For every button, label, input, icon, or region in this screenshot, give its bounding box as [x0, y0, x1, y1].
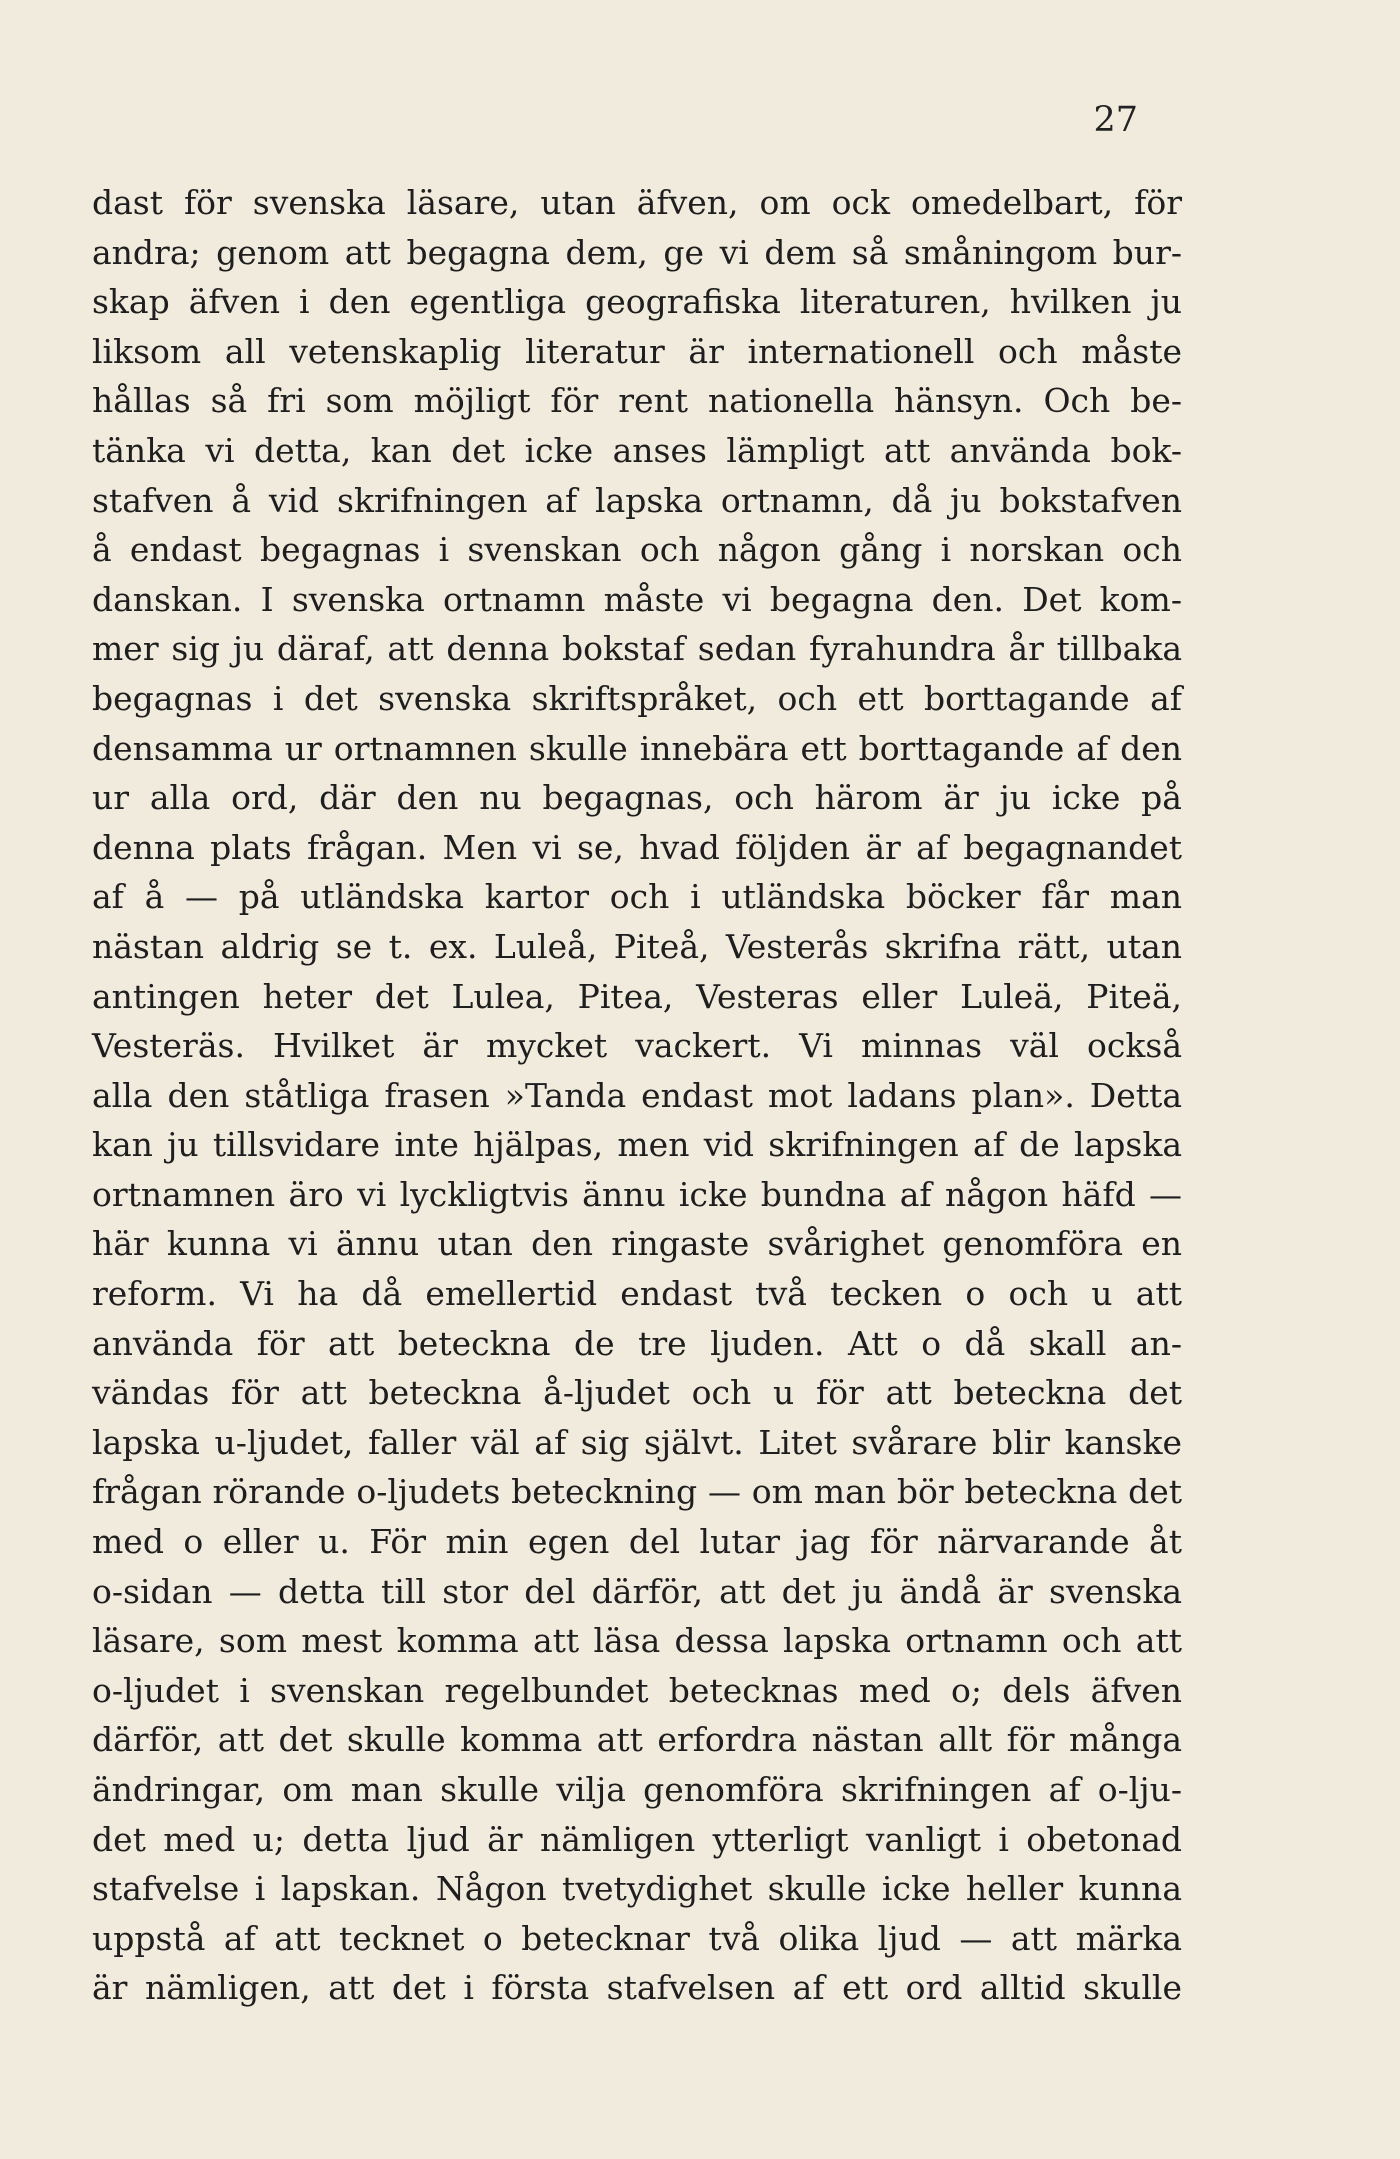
text-line: ur alla ord, där den nu begagnas, och härom är ju icke på — [92, 778, 1182, 818]
text-line: uppstå af att tecknet o betecknar två olika ljud — att märka — [92, 1918, 1182, 1958]
text-line: nästan aldrig se t. ex. Luleå, Piteå, Vesterås skrifna rätt, utan — [92, 926, 1182, 966]
text-line: tänka vi detta, kan det icke anses lämpligt att använda bok- — [92, 430, 1182, 470]
text-line: är nämligen, att det i första stafvelsen af ett ord alltid skulle — [92, 1968, 1182, 2008]
text-line: därför, att det skulle komma att erfordra nästan allt för många — [92, 1720, 1182, 1760]
text-line: å endast begagnas i svenskan och någon gång i norskan och — [92, 530, 1182, 570]
text-line: det med u; detta ljud är nämligen ytterligt vanligt i obetonad — [92, 1819, 1182, 1859]
text-line: hållas så fri som möjligt för rent nationella hänsyn. Och be- — [92, 381, 1182, 421]
text-line: antingen heter det Lulea, Pitea, Vesteras eller Luleä, Piteä, — [92, 976, 1182, 1016]
text-line: vändas för att beteckna å-ljudet och u för att beteckna det — [92, 1373, 1182, 1413]
text-line: läsare, som mest komma att läsa dessa lapska ortnamn och att — [92, 1621, 1182, 1661]
text-line: stafvelse i lapskan. Någon tvetydighet skulle icke heller kunna — [92, 1869, 1182, 1909]
text-line: dast för svenska läsare, utan äfven, om ock omedelbart, för — [92, 183, 1182, 222]
text-line: reform. Vi ha då emellertid endast två tecken o och u att — [92, 1274, 1182, 1314]
text-line: andra; genom att begagna dem, ge vi dem så småningom bur- — [92, 232, 1182, 272]
text-line: liksom all vetenskaplig literatur är internationell och måste — [92, 331, 1182, 371]
text-line: denna plats frågan. Men vi se, hvad följden är af begagnandet — [92, 827, 1182, 867]
text-line: med o eller u. För min egen del lutar jag för närvarande åt — [92, 1522, 1182, 1562]
text-line: mer sig ju däraf, att denna bokstaf sedan fyrahundra år tillbaka — [92, 629, 1182, 669]
text-line: Vesteräs. Hvilket är mycket vackert. Vi minnas väl också — [92, 1026, 1182, 1066]
body-text — [92, 178, 1182, 2013]
text-line: frågan rörande o-ljudets beteckning — om man bör beteckna det — [92, 1472, 1182, 1512]
text-line: o-sidan — detta till stor del därför, att det ju ändå är svenska — [92, 1571, 1182, 1611]
text-line: af å — på utländska kartor och i utländska böcker får man — [92, 877, 1182, 917]
text-line: danskan. I svenska ortnamn måste vi begagna den. Det kom- — [92, 579, 1182, 619]
text-line: ändringar, om man skulle vilja genomföra skrifningen af o-lju- — [92, 1770, 1182, 1809]
text-line: ortnamnen äro vi lyckligtvis ännu icke bundna af någon häfd — — [92, 1174, 1182, 1214]
text-line: kan ju tillsvidare inte hjälpas, men vid skrifningen af de lapska — [92, 1125, 1182, 1165]
text-line: skap äfven i den egentliga geografiska literaturen, hvilken ju — [92, 282, 1182, 322]
text-line: här kunna vi ännu utan den ringaste svårighet genomföra en — [92, 1224, 1182, 1264]
text-line: begagnas i det svenska skriftspråket, och ett borttagande af — [92, 678, 1182, 718]
text-line: densamma ur ortnamnen skulle innebära ett borttagande af den — [92, 728, 1182, 768]
text-line: använda för att beteckna de tre ljuden. Att o då skall an- — [92, 1323, 1182, 1363]
text-line: alla den ståtliga frasen »Tanda endast mot ladans plan». Detta — [92, 1075, 1182, 1115]
text-line: stafven å vid skrifningen af lapska ortnamn, då ju bokstafven — [92, 480, 1182, 520]
page-number: 27 — [1093, 100, 1138, 140]
text-line: lapska u-ljudet, faller väl af sig självt. Litet svårare blir kanske — [92, 1422, 1182, 1462]
text-line: o-ljudet i svenskan regelbundet betecknas med o; dels äfven — [92, 1670, 1182, 1710]
